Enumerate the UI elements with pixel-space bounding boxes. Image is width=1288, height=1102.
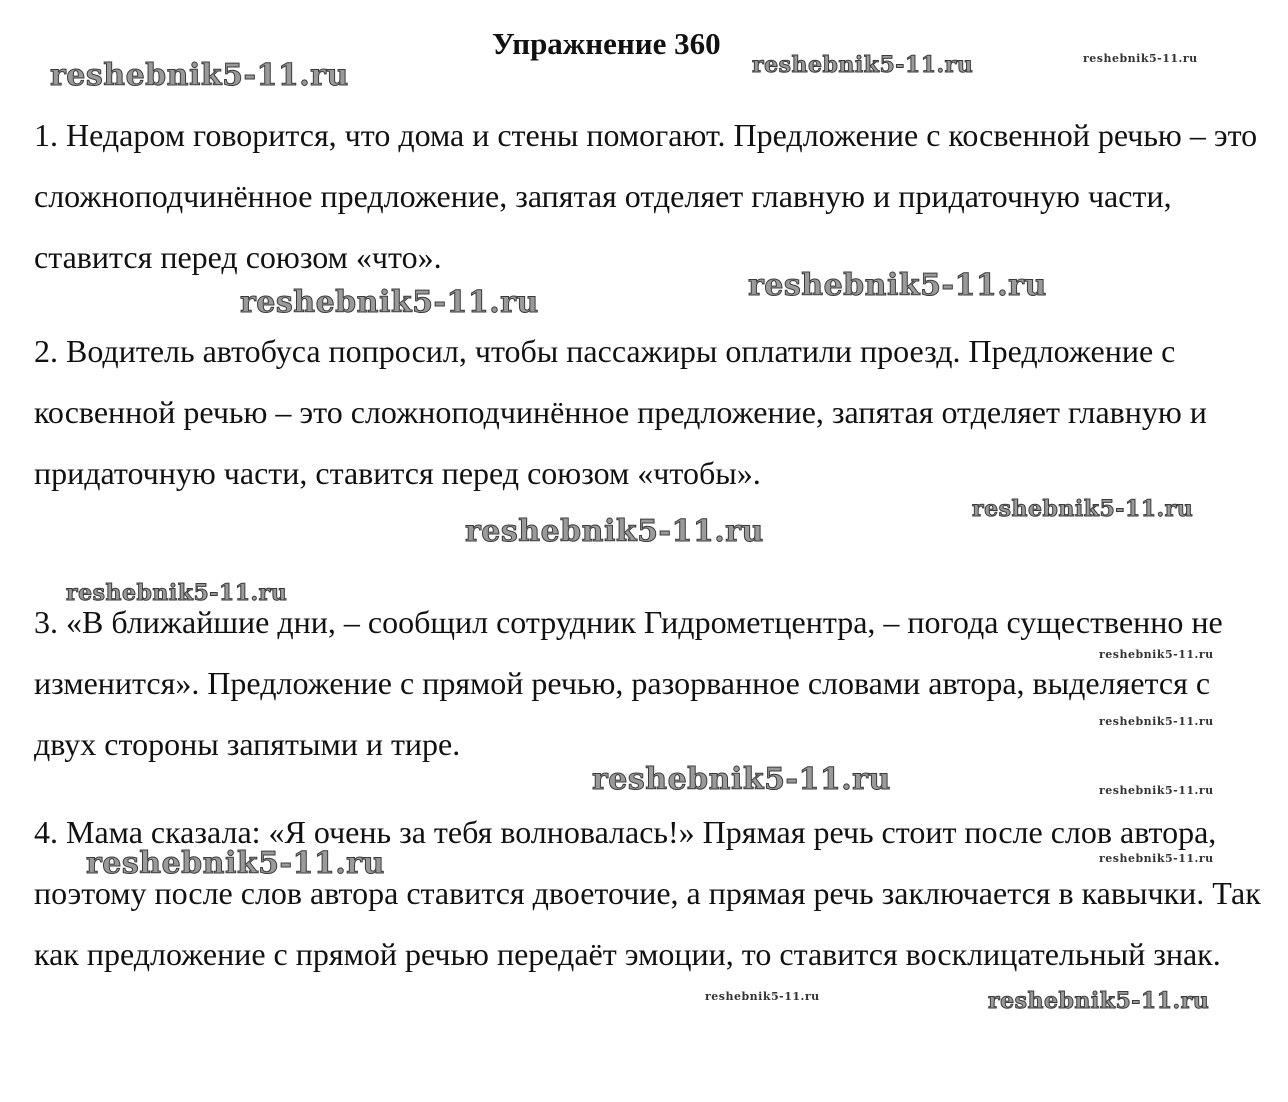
- watermark: reshebnik5-11.ru: [1099, 648, 1214, 661]
- watermark: reshebnik5-11.ru: [972, 496, 1194, 522]
- watermark: reshebnik5-11.ru: [86, 846, 385, 881]
- watermark: reshebnik5-11.ru: [705, 990, 820, 1003]
- watermark: reshebnik5-11.ru: [465, 514, 764, 549]
- answer-paragraph-1: 1. Недаром говорится, что дома и стены помогают. Предложение с косвенной речью – это сложноподчинённое предложение, запятая отделяет главную и придаточную части, ставится перед союзом «что».: [34, 117, 1258, 275]
- exercise-title: Упражнение 360: [492, 26, 721, 61]
- watermark: reshebnik5-11.ru: [1099, 852, 1214, 865]
- watermark: reshebnik5-11.ru: [988, 988, 1210, 1014]
- answer-paragraph-2: 2. Водитель автобуса попросил, чтобы пассажиры оплатили проезд. Предложение с косвенной речью – это сложноподчинённое предложение, запятая отделяет главную и придаточную части, ставится перед союзом «чтобы».: [34, 333, 1207, 491]
- answer-paragraph-3: 3. «В ближайшие дни, – сообщил сотрудник Гидрометцентра, – погода существенно не изменится». Предложение с прямой речью, разорванное словами автора, выделяется с двух стороны запятыми и тире.: [34, 604, 1223, 762]
- watermark: reshebnik5-11.ru: [748, 268, 1047, 303]
- watermark: reshebnik5-11.ru: [592, 762, 891, 797]
- watermark: reshebnik5-11.ru: [1099, 784, 1214, 797]
- watermark: reshebnik5-11.ru: [1099, 715, 1214, 728]
- watermark: reshebnik5-11.ru: [50, 58, 349, 93]
- watermark: reshebnik5-11.ru: [1083, 52, 1198, 65]
- watermark: reshebnik5-11.ru: [752, 52, 974, 78]
- watermark: reshebnik5-11.ru: [240, 285, 539, 320]
- watermark: reshebnik5-11.ru: [66, 580, 288, 606]
- answer-paragraph-4: 4. Мама сказала: «Я очень за тебя волновалась!» Прямая речь стоит после слов автора, поэтому после слов автора ставится двоеточие, а прямая речь заключается в кавычки. Так как предложение с прямой речью передаёт эмоции, то ставится восклицательный знак.: [34, 814, 1261, 972]
